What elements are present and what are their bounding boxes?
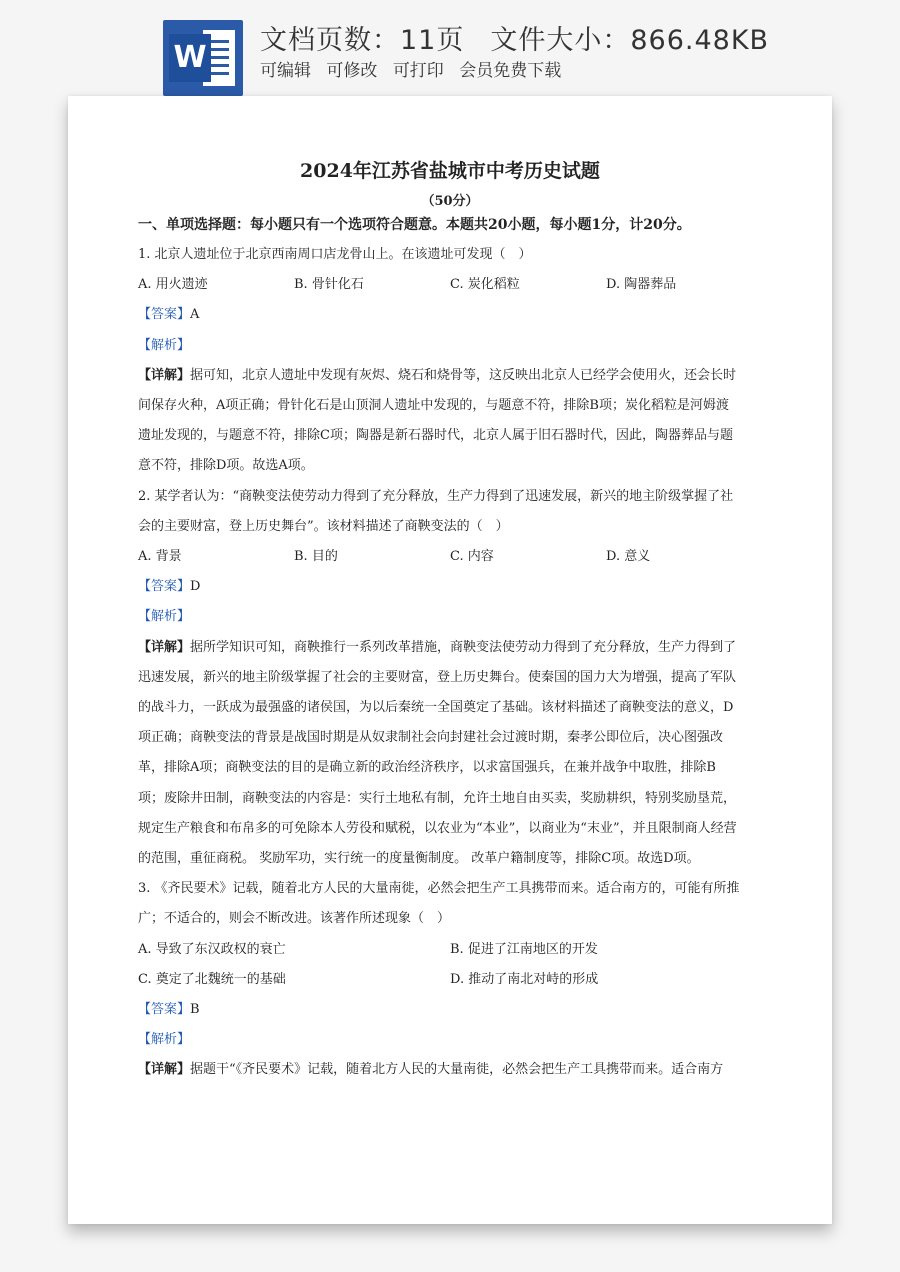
option-b: B. 目的 xyxy=(294,549,338,565)
word-doc-icon xyxy=(163,20,243,96)
question-2-detail-line: 迅速发展，新兴的地主阶级掌握了社会的主要财富，登上历史舞台。使秦国的国力大为增强，提高了军队 xyxy=(138,669,737,685)
download-banner xyxy=(0,0,900,100)
option-d: D. 陶器葬品 xyxy=(606,277,677,293)
question-2-detail-line: 【详解】据所学知识可知，商鞅推行一系列改革措施，商鞅变法使劳动力得到了充分释放，生产力得到了 xyxy=(138,639,737,655)
question-2-analysis xyxy=(138,602,762,632)
option-a: A. 用火遗迹 xyxy=(138,277,208,293)
analysis-label: 【解析】 xyxy=(138,609,191,625)
question-3-answer xyxy=(138,995,762,1025)
question-1-detail-line: 间保存火种，A项正确；骨针化石是山顶洞人遗址中发现的，与题意不符，排除B项；炭化稻粒是河姆渡 xyxy=(138,398,729,414)
option-a: A. 导致了东汉政权的衰亡 xyxy=(138,941,286,957)
feature-member-download: 会员免费下载 xyxy=(459,61,562,81)
feature-modifiable: 可修改 xyxy=(326,61,378,81)
word-letter: W xyxy=(169,34,211,82)
question-2-detail-line: 的范围，重征商税。 奖励军功，实行统一的度量衡制度。 改革户籍制度等，排除C项。故选D项。 xyxy=(138,851,700,867)
page-count: 文档页数：11页 xyxy=(260,25,465,56)
feature-editable: 可编辑 xyxy=(260,61,311,81)
feature-list xyxy=(260,56,571,81)
analysis-label: 【解析】 xyxy=(138,337,191,353)
analysis-label: 【解析】 xyxy=(138,1032,191,1048)
question-1-options xyxy=(138,270,762,300)
answer-value: A xyxy=(190,307,200,323)
question-2-answer xyxy=(138,572,762,602)
option-a: A. 背景 xyxy=(138,549,182,565)
question-3-options xyxy=(138,965,762,995)
option-b: B. 骨针化石 xyxy=(294,277,364,293)
question-3-options xyxy=(138,935,762,965)
question-1-detail-line: 遗址发现的，与题意不符，排除C项；陶器是新石器时代，北京人属于旧石器时代，因此，陶器葬品与题 xyxy=(138,428,733,444)
question-2-options xyxy=(138,542,762,572)
document-page xyxy=(68,96,832,1224)
question-2-detail-line: 规定生产粮食和布帛多的可免除本人劳役和赋税，以农业为“本业”，以商业为“末业”，并且限制商人经营 xyxy=(138,820,737,836)
option-b: B. 促进了江南地区的开发 xyxy=(450,941,598,957)
question-1-detail-line: 【详解】据可知，北京人遗址中发现有灰烬、烧石和烧骨等，这反映出北京人已经学会使用火，还会长时 xyxy=(138,367,737,383)
question-1-answer xyxy=(138,300,762,330)
feature-printable: 可打印 xyxy=(392,61,444,81)
file-size: 文件大小：866.48KB xyxy=(490,25,770,56)
question-2-detail-line: 项；废除井田制，商鞅变法的内容是：实行土地私有制，允许土地自由买卖，奖励耕织，特别奖励垦荒， xyxy=(138,790,737,806)
question-2-detail-line: 的战斗力，一跃成为最强盛的诸侯国，为以后秦统一全国奠定了基础。该材料描述了商鞅变法的意义，D xyxy=(138,700,734,716)
answer-value: B xyxy=(190,1002,200,1018)
question-1-stem: 1. 北京人遗址位于北京西南周口店龙骨山上。在该遗址可发现（ ） xyxy=(138,247,532,262)
detail-label: 【详解】 xyxy=(138,639,191,655)
answer-label: 【答案】 xyxy=(138,579,191,595)
doc-score: （50分） xyxy=(421,194,479,209)
option-d: D. 推动了南北对峙的形成 xyxy=(450,971,599,987)
question-3-stem: 3. 《齐民要术》记载，随着北方人民的大量南徙，必然会把生产工具携带而来。适合南方的，可能有所推 xyxy=(138,881,740,897)
file-info xyxy=(260,18,795,57)
question-1-analysis xyxy=(138,331,762,361)
question-3-stem: 广；不适合的，则会不断改进。该著作所述现象（ ） xyxy=(138,911,451,927)
answer-label: 【答案】 xyxy=(138,1002,191,1018)
question-2-stem: 2. 某学者认为：“商鞅变法使劳动力得到了充分释放，生产力得到了迅速发展，新兴的地主阶级掌握了社 xyxy=(138,488,734,504)
question-2-detail-line: 革，排除A项；商鞅变法的目的是确立新的政治经济秩序，以求富国强兵，在兼并战争中取胜，排除B xyxy=(138,760,716,776)
question-2-stem: 会的主要财富，登上历史舞台”。该材料描述了商鞅变法的（ ） xyxy=(138,518,509,534)
question-1-detail-line: 意不符，排除D项。故选A项。 xyxy=(138,458,314,474)
option-d: D. 意义 xyxy=(606,549,651,565)
detail-label: 【详解】 xyxy=(138,367,191,383)
answer-value: D xyxy=(190,579,201,595)
option-c: C. 内容 xyxy=(450,549,494,565)
option-c: C. 奠定了北魏统一的基础 xyxy=(138,971,286,987)
question-3-analysis xyxy=(138,1025,762,1055)
doc-title: 2024年江苏省盐城市中考历史试题 xyxy=(300,160,600,182)
detail-label: 【详解】 xyxy=(138,1062,191,1078)
question-3-detail-line: 【详解】据题干“《齐民要术》记载，随着北方人民的大量南徙，必然会把生产工具携带而来。适合南方 xyxy=(138,1062,724,1078)
option-c: C. 炭化稻粒 xyxy=(450,277,520,293)
question-2-detail-line: 项正确；商鞅变法的背景是战国时期是从奴隶制社会向封建社会过渡时期，秦孝公即位后，决心图强改 xyxy=(138,730,724,746)
answer-label: 【答案】 xyxy=(138,307,191,323)
page-content xyxy=(138,158,762,1086)
section-heading: 一、单项选择题：每小题只有一个选项符合题意。本题共20小题，每小题1分，计20分。 xyxy=(138,217,691,233)
